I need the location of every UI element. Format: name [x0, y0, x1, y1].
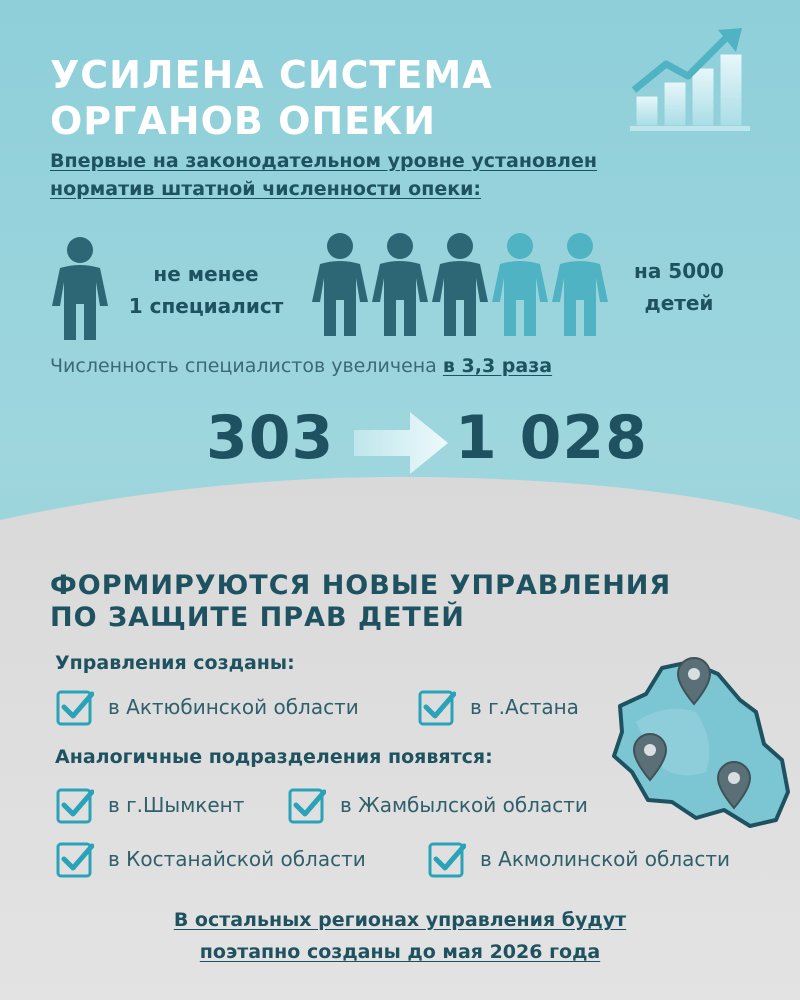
section1-title: УСИЛЕНА СИСТЕМА ОРГАНОВ ОПЕКИ: [50, 53, 493, 143]
footer-note: В остальных регионах управления будут поэтапно созданы до мая 2026 года: [173, 909, 627, 963]
person-icon: [310, 232, 370, 336]
created-item: в г.Астана: [418, 688, 579, 726]
upcoming-item: в Костанайской области: [56, 840, 366, 878]
per-children-label: на 5000 детей: [634, 259, 724, 315]
section2-title: ФОРМИРУЮТСЯ НОВЫЕ УПРАВЛЕНИЯ ПО ЗАЩИТЕ ПРАВ ДЕТЕЙ: [50, 570, 672, 633]
person-icon: [430, 232, 490, 336]
created-item: в Актюбинской области: [56, 688, 359, 726]
checkbox-checked-icon: [56, 688, 94, 726]
upcoming-heading: Аналогичные подразделения появятся:: [55, 746, 493, 768]
kazakhstan-map-icon: [606, 652, 794, 832]
person-icon: [50, 236, 110, 340]
from-value: 303: [206, 403, 335, 473]
to-value: 1 028: [455, 403, 648, 473]
person-icon: [550, 232, 610, 336]
section1-subtitle: Впервые на законодательном уровне установлен норматив штатной численности опеки:: [50, 150, 597, 200]
checkbox-checked-icon: [56, 840, 94, 878]
upcoming-item: в г.Шымкент: [56, 786, 244, 824]
increase-factor: в 3,3 раза: [442, 355, 553, 377]
person-icon: [490, 232, 550, 336]
checkbox-checked-icon: [56, 786, 94, 824]
created-heading: Управления созданы:: [55, 652, 295, 674]
checkbox-checked-icon: [288, 786, 326, 824]
upcoming-item: в Жамбылской области: [288, 786, 588, 824]
upcoming-item: в Акмолинской области: [428, 840, 730, 878]
growth-chart-icon: [626, 24, 756, 136]
checkbox-checked-icon: [418, 688, 456, 726]
min-specialist-label: не менее 1 специалист: [128, 262, 284, 318]
increase-statement: Численность специалистов увеличена в 3,3 раза: [50, 355, 553, 377]
person-icon: [370, 232, 430, 336]
checkbox-checked-icon: [428, 840, 466, 878]
arrow-right-icon: [350, 410, 450, 476]
